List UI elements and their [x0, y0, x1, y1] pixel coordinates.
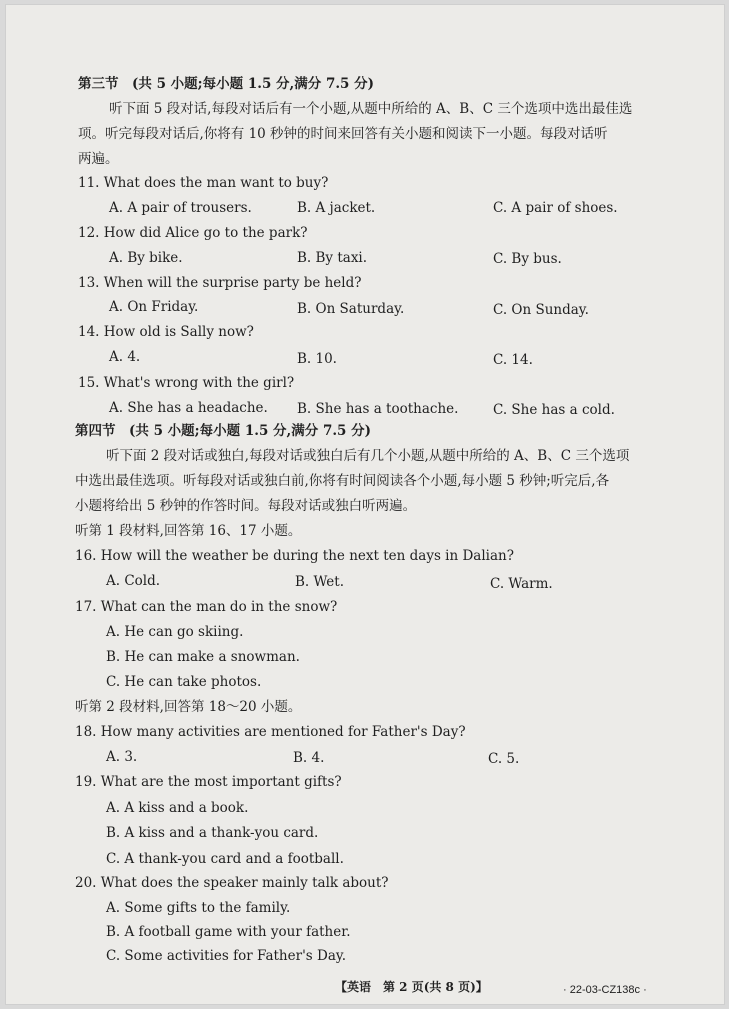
q13-option-b: B. On Saturday.	[297, 301, 405, 317]
q19-option-a: A. A kiss and a book.	[106, 800, 249, 816]
question-13: 13. When will the surprise party be held?	[78, 275, 362, 291]
section4-instruction-line3: 小题将给出 5 秒钟的作答时间。每段对话或独白听两遍。	[75, 498, 417, 514]
page-footer: 【英语 第 2 页(共 8 页)】	[335, 980, 488, 994]
q16-option-b: B. Wet.	[295, 574, 344, 590]
q15-option-c: C. She has a cold.	[493, 402, 615, 418]
question-11: 11. What does the man want to buy?	[78, 175, 329, 191]
section4-instruction-line1: 听下面 2 段对话或独白,每段对话或独白后有几个小题,从题中所给的 A、B、C 三个选项	[106, 448, 630, 464]
q18-option-a: A. 3.	[106, 749, 138, 765]
q17-option-c: C. He can take photos.	[106, 674, 262, 690]
q17-option-a: A. He can go skiing.	[106, 624, 244, 640]
q11-option-b: B. A jacket.	[297, 200, 376, 216]
q11-option-c: C. A pair of shoes.	[493, 200, 618, 216]
q14-option-b: B. 10.	[297, 351, 337, 367]
q20-option-c: C. Some activities for Father's Day.	[106, 948, 346, 964]
question-17: 17. What can the man do in the snow?	[75, 599, 338, 615]
section3-instruction-line1: 听下面 5 段对话,每段对话后有一个小题,从题中所给的 A、B、C 三个选项中选出最佳选	[109, 101, 633, 117]
q18-option-c: C. 5.	[488, 751, 520, 767]
q16-option-a: A. Cold.	[106, 573, 161, 589]
section4-title: 第四节 (共 5 小题;每小题 1.5 分,满分 7.5 分)	[75, 423, 372, 439]
question-18: 18. How many activities are mentioned for Father's Day?	[75, 724, 466, 740]
section3-instruction-line3: 两遍。	[78, 151, 119, 167]
q11-option-a: A. A pair of trousers.	[109, 200, 252, 216]
section3-instruction-line2: 项。听完每段对话后,你将有 10 秒钟的时间来回答有关小题和阅读下一小题。每段对话听	[78, 126, 608, 142]
q16-option-c: C. Warm.	[490, 576, 553, 592]
q19-option-c: C. A thank-you card and a football.	[106, 851, 344, 867]
q18-option-b: B. 4.	[293, 750, 325, 766]
question-15: 15. What's wrong with the girl?	[78, 375, 295, 391]
question-14: 14. How old is Sally now?	[78, 324, 254, 340]
q13-option-c: C. On Sunday.	[493, 302, 589, 318]
q14-option-c: C. 14.	[493, 352, 533, 368]
question-19: 19. What are the most important gifts?	[75, 774, 342, 790]
q20-option-a: A. Some gifts to the family.	[106, 900, 291, 916]
q15-option-b: B. She has a toothache.	[297, 401, 459, 417]
exam-page	[5, 4, 725, 1005]
material-1-heading: 听第 1 段材料,回答第 16、17 小题。	[75, 523, 302, 539]
q15-option-a: A. She has a headache.	[109, 400, 268, 416]
material-2-heading: 听第 2 段材料,回答第 18～20 小题。	[75, 699, 302, 715]
paper-code: · 22-03-CZ138c ·	[563, 984, 647, 996]
q12-option-c: C. By bus.	[493, 251, 562, 267]
q20-option-b: B. A football game with your father.	[106, 924, 351, 940]
section3-title: 第三节 (共 5 小题;每小题 1.5 分,满分 7.5 分)	[78, 76, 375, 92]
q13-option-a: A. On Friday.	[109, 299, 199, 315]
question-12: 12. How did Alice go to the park?	[78, 225, 308, 241]
q12-option-a: A. By bike.	[109, 250, 183, 266]
question-20: 20. What does the speaker mainly talk about?	[75, 875, 389, 891]
q19-option-b: B. A kiss and a thank-you card.	[106, 825, 319, 841]
q14-option-a: A. 4.	[109, 349, 141, 365]
q12-option-b: B. By taxi.	[297, 250, 368, 266]
section4-instruction-line2: 中选出最佳选项。听每段对话或独白前,你将有时间阅读各个小题,每小题 5 秒钟;听完后,各	[75, 473, 610, 489]
q17-option-b: B. He can make a snowman.	[106, 649, 300, 665]
question-16: 16. How will the weather be during the next ten days in Dalian?	[75, 548, 514, 564]
